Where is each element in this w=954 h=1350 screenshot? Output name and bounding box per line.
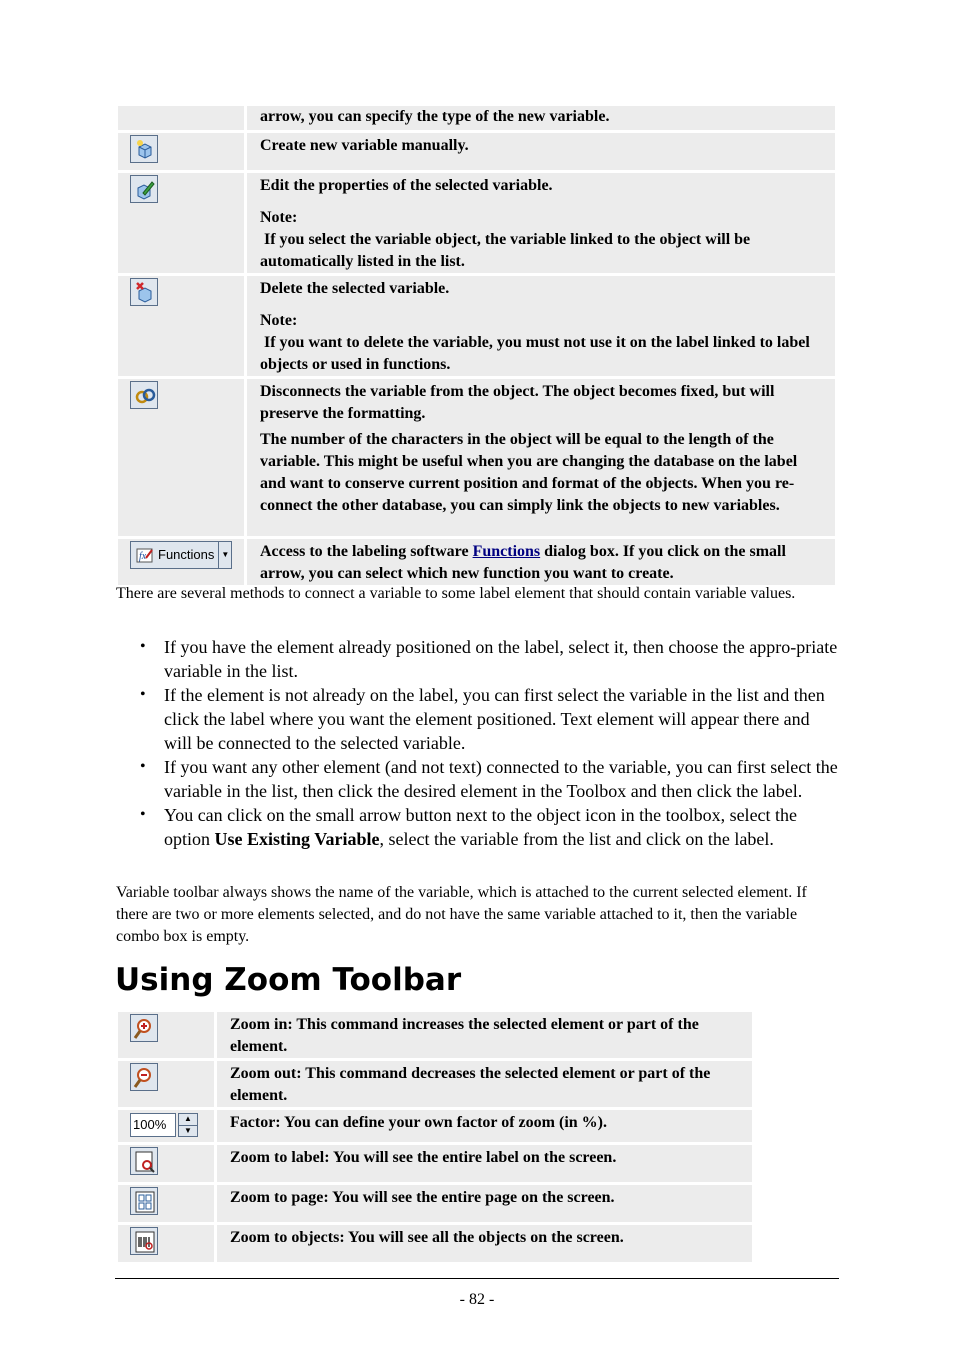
description-cell: [217, 1225, 752, 1262]
row-text-2: The number of the characters in the object will be equal to the length of the variable. This might be useful when you are changing the database on the label and want to conserve current position and format of the objects. When you re-connect the other database, you can simply link the objects to new variables.: [260, 431, 798, 514]
row-text: Factor: You can define your own factor of zoom (in %).: [230, 1114, 607, 1131]
table-row: [118, 1145, 752, 1182]
row-text: Zoom to label: You will see the entire label on the screen.: [230, 1149, 617, 1166]
note-text: If you select the variable object, the variable linked to the object will be automatically listed in the list.: [260, 231, 755, 270]
icon-cell: [118, 1110, 214, 1142]
zoom-to-objects-icon[interactable]: [130, 1227, 158, 1255]
description-cell: [247, 539, 835, 585]
list-item: • If you want any other element (and not text) connected to the variable, you can first select the variable in the list, then click the desired element in the Toolbox and then click the label.: [140, 755, 840, 803]
description-cell: [247, 276, 835, 376]
zoom-in-icon[interactable]: [130, 1014, 158, 1042]
icon-cell: [118, 106, 244, 130]
table-row: [118, 133, 835, 170]
description-cell: [217, 1012, 752, 1058]
zoom-factor-control[interactable]: [130, 1112, 198, 1138]
row-text: Zoom to page: You will see the entire page on the screen.: [230, 1189, 615, 1206]
body-paragraph: There are several methods to connect a variable to some label element that should contain variable values.: [116, 585, 796, 602]
table-row: [118, 173, 835, 273]
spin-up-icon[interactable]: ▲: [184, 1114, 192, 1124]
description-cell: [217, 1185, 752, 1222]
list-item: • If you have the element already positioned on the label, select it, then choose the appro-priate variable in the list.: [140, 635, 840, 683]
table-row: [118, 1061, 752, 1107]
zoom-to-label-icon[interactable]: [130, 1147, 158, 1175]
icon-cell: [118, 173, 244, 273]
footer-divider: [115, 1278, 839, 1279]
list-item: • If the element is not already on the label, you can first select the variable in the list and then click the label where you want the element positioned. Text element will appear there and will be connected to the selected variable.: [140, 683, 840, 755]
zoom-toolbar-table: [115, 1009, 755, 1265]
table-row: [118, 1225, 752, 1262]
row-text: Zoom out: This command decreases the selected element or part of the element.: [230, 1065, 711, 1104]
row-text: Edit the properties of the selected variable.: [260, 177, 553, 194]
icon-cell: [118, 133, 244, 170]
row-text: Zoom in: This command increases the selected element or part of the element.: [230, 1016, 699, 1055]
row-text: Zoom to objects: You will see all the objects on the screen.: [230, 1229, 624, 1246]
table-row: [118, 1185, 752, 1222]
bullet-text-after: , select the variable from the list and click on the label.: [379, 829, 774, 849]
icon-cell: [118, 276, 244, 376]
bullet-list: [140, 635, 840, 851]
row-text: [260, 541, 825, 585]
spin-down-icon[interactable]: ▼: [179, 1125, 197, 1137]
table-row: [118, 106, 835, 130]
table-row: [118, 276, 835, 376]
row-text: Delete the selected variable.: [260, 280, 450, 297]
description-cell: [247, 133, 835, 170]
bullet-bold-option: Use Existing Variable: [214, 829, 380, 849]
table-row: [118, 379, 835, 536]
section-heading: Using Zoom Toolbar: [115, 962, 462, 998]
svg-text:fx: fx: [139, 551, 147, 562]
icon-cell: [118, 379, 244, 536]
icon-cell: [118, 1185, 214, 1222]
description-cell: [247, 106, 835, 130]
description-cell: [217, 1110, 752, 1142]
icon-cell: [118, 1145, 214, 1182]
bullet-text-before: You can click on the small arrow button next to the object icon in the toolbox, select the option: [164, 805, 802, 849]
icon-cell: [118, 1225, 214, 1262]
description-cell: [217, 1061, 752, 1107]
icon-cell: [118, 1012, 214, 1058]
row-text: arrow, you can specify the type of the new variable.: [260, 108, 610, 125]
description-cell: [247, 173, 835, 273]
edit-variable-icon[interactable]: [130, 175, 158, 203]
zoom-factor-input[interactable]: 100%: [130, 1113, 176, 1137]
disconnect-variable-icon[interactable]: [130, 381, 158, 409]
variable-toolbar-table: [115, 103, 838, 588]
icon-cell: [118, 1061, 214, 1107]
list-item: [140, 803, 840, 851]
functions-main[interactable]: [131, 542, 219, 568]
functions-link[interactable]: Functions: [472, 543, 541, 560]
zoom-out-icon[interactable]: [130, 1063, 158, 1091]
row-text: Disconnects the variable from the object. The object becomes fixed, but will preserve the formatting.: [260, 383, 775, 422]
functions-button-label: Functions: [158, 547, 215, 562]
chevron-down-icon[interactable]: ▼: [221, 550, 230, 559]
functions-button[interactable]: [130, 541, 232, 569]
row-text: Create new variable manually.: [260, 137, 469, 154]
note-label: Note:: [260, 312, 298, 329]
text-before-link: Access to the labeling software: [260, 543, 473, 560]
icon-cell: [118, 539, 244, 585]
note-text: If you want to delete the variable, you must not use it on the label linked to label objects or used in functions.: [260, 334, 814, 373]
note-label: Note:: [260, 209, 298, 226]
body-paragraph: Variable toolbar always shows the name of the variable, which is attached to the current selected element. If there are two or more elements selected, and do not have the same variable attached to it, then the variable combo box is empty.: [116, 884, 807, 945]
delete-variable-icon[interactable]: [130, 278, 158, 306]
zoom-to-page-icon[interactable]: [130, 1187, 158, 1215]
text-after-link: dialog box. If you click on the small arrow, you can select which new function you want to create.: [260, 543, 790, 582]
table-row: [118, 1012, 752, 1058]
new-variable-icon[interactable]: [130, 135, 158, 163]
functions-icon: [135, 546, 155, 564]
table-row: [118, 539, 835, 585]
description-cell: [217, 1145, 752, 1182]
page-number: - 82 -: [459, 1291, 495, 1308]
description-cell: [247, 379, 835, 536]
zoom-factor-spinner[interactable]: [178, 1113, 198, 1137]
table-row: [118, 1110, 752, 1142]
